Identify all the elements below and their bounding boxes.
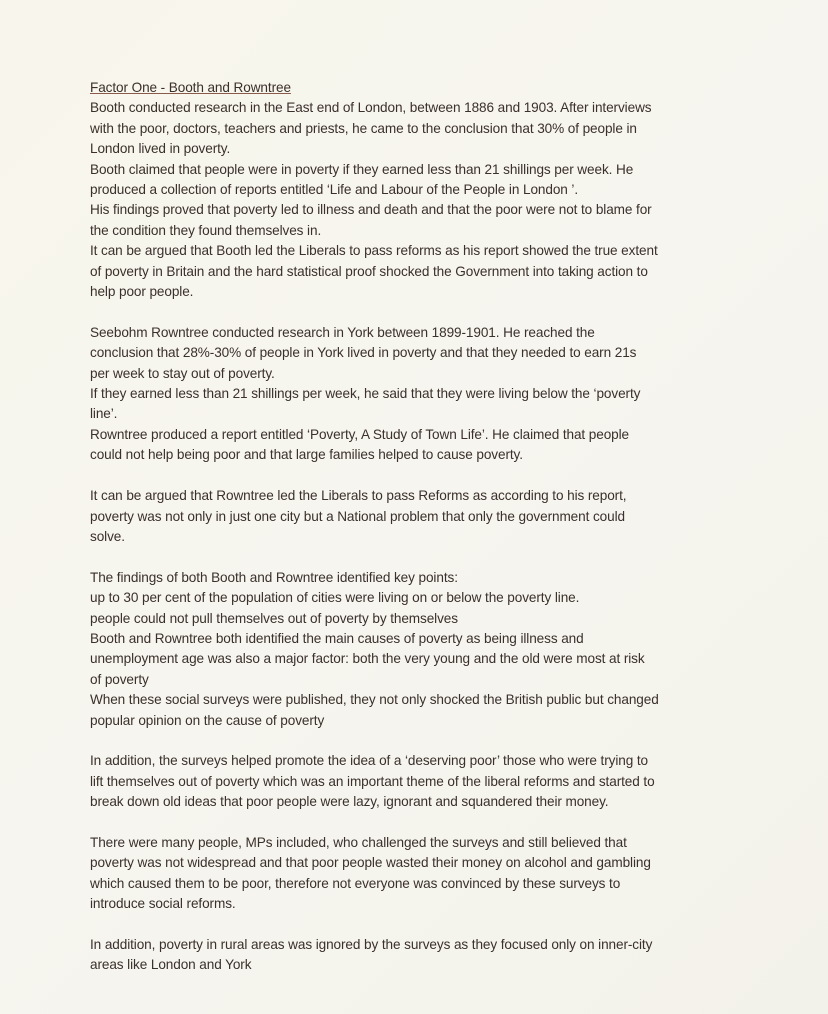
paragraph [90,323,750,466]
document-page [90,78,750,996]
text-line: conclusion that 28%-30% of people in York lived in poverty and that they needed to earn 21s [90,345,637,361]
text-line: produced a collection of reports entitled ‘Life and Labour of the People in London ’. [90,182,579,198]
text-line: unemployment age was also a major factor: both the very young and the old were most at risk [90,651,645,667]
text-line: If they earned less than 21 shillings per week, he said that they were living below the ‘poverty [90,386,641,402]
text-line: break down old ideas that poor people were lazy, ignorant and squandered their money. [90,794,609,810]
text-line: lift themselves out of poverty which was an important theme of the liberal reforms and started to [90,773,655,789]
document-body [90,98,750,975]
text-line: poverty was not widespread and that poor people wasted their money on alcohol and gambling [90,855,651,871]
text-line: London lived in poverty. [90,141,231,157]
text-line: solve. [90,528,125,544]
paragraph [90,935,750,976]
text-line: Rowntree produced a report entitled ‘Poverty, A Study of Town Life’. He claimed that people [90,426,629,442]
text-line: His findings proved that poverty led to illness and death and that the poor were not to blame for [90,202,652,218]
text-line: Booth claimed that people were in poverty if they earned less than 21 shillings per week. He [90,161,634,177]
text-line: Booth conducted research in the East end of London, between 1886 and 1903. After interviews [90,100,652,116]
paragraph [90,98,750,302]
text-line: areas like London and York [90,957,252,973]
text-line: with the poor, doctors, teachers and priests, he came to the conclusion that 30% of people in [90,120,637,136]
paragraph [90,751,750,812]
text-line: Seebohm Rowntree conducted research in York between 1899-1901. He reached the [90,324,595,340]
text-line: In addition, poverty in rural areas was ignored by the surveys as they focused only on inner-city [90,936,653,952]
text-line: There were many people, MPs included, who challenged the surveys and still believed that [90,834,627,850]
text-line: line’. [90,406,118,422]
document-title: Factor One - Booth and Rowntree [90,80,291,95]
text-line: It can be argued that Booth led the Liberals to pass reforms as his report showed the true extent [90,243,658,259]
text-line: which caused them to be poor, therefore not everyone was convinced by these surveys to [90,875,621,891]
text-line: The findings of both Booth and Rowntree identified key points: [90,569,458,585]
paragraph [90,486,750,547]
text-line: help poor people. [90,284,194,300]
text-line: Booth and Rowntree both identified the main causes of poverty as being illness and [90,630,584,646]
text-line: poverty was not only in just one city but a National problem that only the government could [90,508,625,524]
text-line: of poverty in Britain and the hard statistical proof shocked the Government into taking action to [90,263,648,279]
text-line: popular opinion on the cause of poverty [90,712,325,728]
paragraph [90,568,750,731]
text-line: the condition they found themselves in. [90,222,322,238]
paragraph [90,833,750,915]
text-line: When these social surveys were published, they not only shocked the British public but changed [90,692,659,708]
text-line: up to 30 per cent of the population of cities were living on or below the poverty line. [90,590,580,606]
text-line: per week to stay out of poverty. [90,365,275,381]
text-line: could not help being poor and that large families helped to cause poverty. [90,447,523,463]
text-line: of poverty [90,671,149,687]
text-line: It can be argued that Rowntree led the Liberals to pass Reforms as according to his report, [90,488,627,504]
text-line: introduce social reforms. [90,896,236,912]
text-line: people could not pull themselves out of poverty by themselves [90,610,458,626]
text-line: In addition, the surveys helped promote the idea of a ‘deserving poor’ those who were trying to [90,753,649,769]
